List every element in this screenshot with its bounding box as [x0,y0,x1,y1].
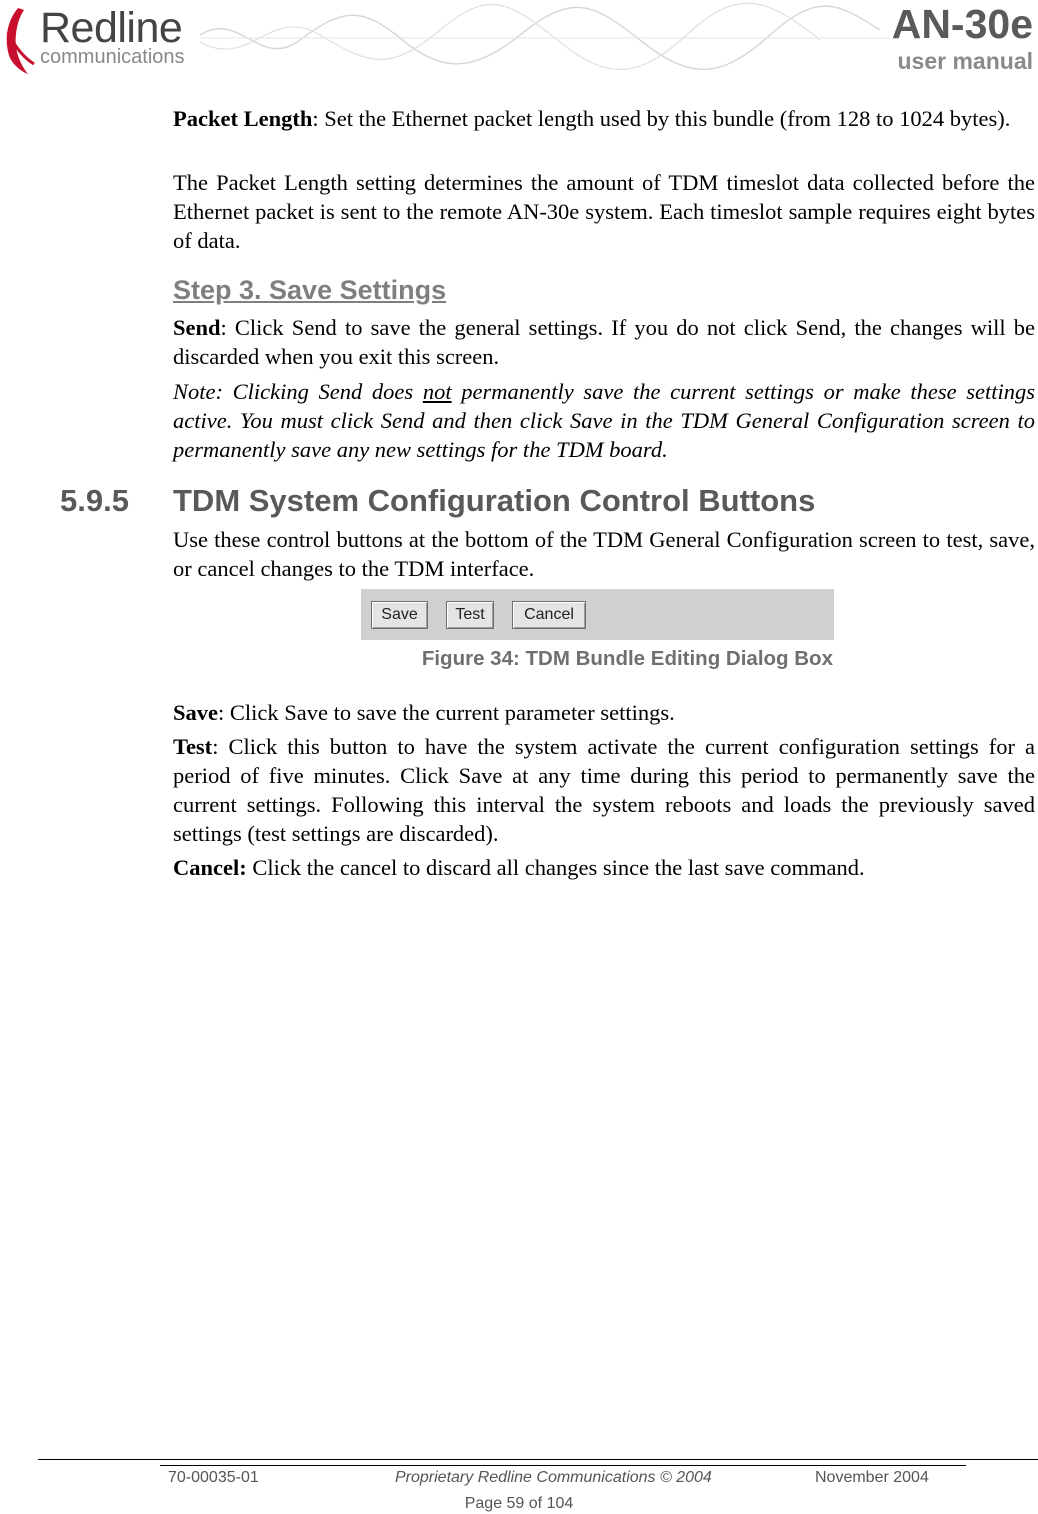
redline-logo [0,2,210,74]
cancel-text: Click the cancel to discard all changes since the last save command. [246,855,865,880]
test-description [173,732,1035,848]
note-before: Note: Clicking Send does [173,379,423,404]
section-number: 5.9.5 [60,483,129,518]
footer-date: November 2004 [815,1469,929,1486]
test-term: Test [173,734,213,759]
page-header [0,0,1038,90]
packet-length-text: : Set the Ethernet packet length used by this bundle (from 128 to 1024 bytes). [312,106,1011,131]
test-text: : Click this button to have the system activate the current configuration settings for a period of five minutes. Click Save at any time during this period to permanently save the current settings. Following this interval the system reboots and loads the previously saved settings (test settings are discarded). [173,734,1035,846]
save-text: : Click Save to save the current parameter settings. [218,700,675,725]
section-title: TDM System Configuration Control Buttons [173,483,816,518]
note-after: permanently save the current settings or make these settings active. You must click Send and then click Save in the TDM General Configuration screen to permanently save any new settings for the TDM board. [173,379,1035,462]
cancel-description [173,853,1035,882]
packet-length-detail-paragraph [173,168,1035,255]
logo-wordmark: Redline [40,4,183,52]
step3-heading: Step 3. Save Settings [173,275,447,305]
save-description [173,698,1035,727]
note-paragraph [173,377,1035,464]
packet-length-paragraph [173,104,1035,133]
logo-tagline: communications [40,46,185,68]
footer-rule-inner [160,1465,966,1466]
send-term: Send [173,315,221,340]
packet-length-detail: The Packet Length setting determines the amount of TDM timeslot data collected before the Ethernet packet is sent to the remote AN-30e system. Each timeslot sample requires eight bytes of data. [173,170,1035,253]
manual-label: user manual [897,48,1033,74]
footer-doc-number: 70-00035-01 [168,1469,259,1486]
section-intro: Use these control buttons at the bottom of the TDM General Configuration screen to test, save, or cancel changes to the TDM interface. [173,527,1035,581]
send-text: : Click Send to save the general settings. If you do not click Send, the changes will be discarded when you exit this screen. [173,315,1035,369]
footer-proprietary: Proprietary Redline Communications © 2004 [395,1469,712,1486]
note-emphasis: not [422,379,452,404]
figure-caption: Figure 34: TDM Bundle Editing Dialog Box [421,647,833,670]
tdm-button-bar [361,589,834,640]
product-name: AN-30e [891,1,1033,47]
packet-length-term: Packet Length [173,106,313,131]
cancel-term: Cancel: [173,855,247,880]
save-button[interactable]: Save [371,601,428,629]
redline-logo-icon [0,2,40,74]
save-term: Save [173,700,218,725]
cancel-button[interactable]: Cancel [512,601,586,629]
send-paragraph [173,313,1035,371]
test-button[interactable]: Test [446,601,494,629]
footer-rule [38,1459,1038,1460]
footer-page-number: Page 59 of 104 [464,1495,574,1512]
section-intro-paragraph [173,525,1035,583]
